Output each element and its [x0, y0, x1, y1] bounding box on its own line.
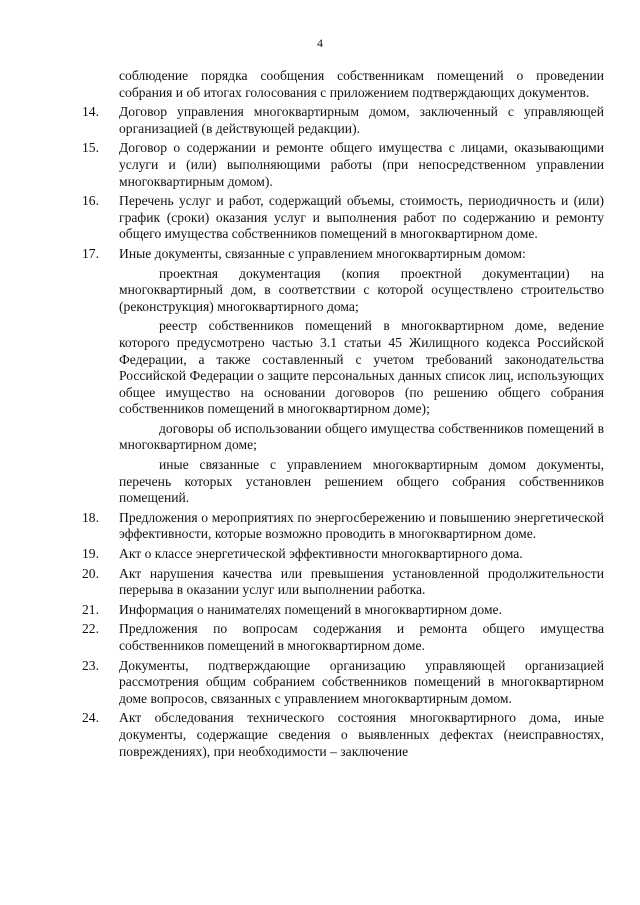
- item-17-subitems: [82, 266, 604, 507]
- item-number: 21.: [82, 601, 99, 617]
- item-number: 19.: [82, 546, 99, 562]
- item-text: Акт нарушения качества или превышения установленной продолжительности перерыва в оказании услуг или выполнении работка.: [119, 565, 604, 598]
- list-item-16: [82, 193, 604, 243]
- item-number: 17.: [82, 245, 99, 261]
- subitem-usage-contracts: договоры об использовании общего имущества собственников помещений в многоквартирном доме;: [119, 420, 604, 453]
- item-number: 22.: [82, 621, 99, 637]
- list-item-20: [82, 566, 604, 599]
- item-text: Предложения о мероприятиях по энергосбережению и повышению энергетической эффективности, которые возможно проводить в многоквартирном доме.: [119, 509, 604, 542]
- item-number: 23.: [82, 657, 99, 673]
- list-item-17: [82, 246, 604, 263]
- item-text: Акт о классе энергетической эффективности многоквартирного дома.: [119, 546, 523, 562]
- list-item-14: [82, 104, 604, 137]
- continuation-paragraph: соблюдение порядка сообщения собственникам помещений о проведении собрания и об итогах голосования с приложением подтверждающих документов.: [119, 68, 604, 100]
- item-number: 14.: [82, 104, 99, 120]
- list-item-24: [82, 710, 604, 760]
- item-text: Документы, подтверждающие организацию управляющей организацией рассмотрения общим собранием собственников помещений в многоквартирном доме вопросов, связанных с управлением многоквартирным домом.: [119, 657, 604, 706]
- item-number: 20.: [82, 565, 99, 581]
- document-body: [82, 68, 604, 763]
- list-item-19: [82, 546, 604, 563]
- subitem-owners-register: реестр собственников помещений в многоквартирном доме, ведение которого предусмотрено частью 3.1 статьи 45 Жилищного кодекса Российской Федерации, а также составленный с учетом требований законодательства Российской Федерации о защите персональных данных список лиц, использующих общее имущество на основании договоров (по решению общего собрания собственников помещений в многоквартирном доме);: [119, 318, 604, 417]
- item-number: 15.: [82, 140, 99, 156]
- list-item-18: [82, 510, 604, 543]
- list-item-22: [82, 621, 604, 654]
- page-number: 4: [317, 36, 323, 50]
- list-item-23: [82, 658, 604, 708]
- item-number: 24.: [82, 710, 99, 726]
- item-text: Акт обследования технического состояния многоквартирного дома, иные документы, содержащие сведения о выявленных дефектах (неисправностях, повреждениях), при необходимости – заключение: [119, 710, 604, 759]
- item-text: Иные документы, связанные с управлением многоквартирным домом:: [119, 245, 526, 261]
- item-number: 18.: [82, 509, 99, 525]
- item-number: 16.: [82, 193, 99, 209]
- item-text: Информация о нанимателях помещений в многоквартирном доме.: [119, 601, 502, 617]
- subitem-project-docs: проектная документация (копия проектной документации) на многоквартирный дом, в соответствии с которой осуществлено строительство (реконструкция) многоквартирного дома;: [119, 265, 604, 314]
- item-text: Договор о содержании и ремонте общего имущества с лицами, оказывающими услуги и (или) выполняющими работы (при непосредственном управлении многоквартирным домом).: [119, 140, 604, 189]
- item-text: Договор управления многоквартирным домом, заключенный с управляющей организацией (в действующей редакции).: [119, 104, 604, 136]
- subitem-other-docs: иные связанные с управлением многоквартирным домом документы, перечень которых установлен решением общего собрания собственников помещений.: [119, 457, 604, 506]
- list-item-15: [82, 140, 604, 190]
- list-item-21: [82, 602, 604, 619]
- item-text: Перечень услуг и работ, содержащий объемы, стоимость, периодичность и (или) график (сроки) оказания услуг и выполнения работ по содержанию и ремонту общего имущества собственников помещений в многоквартирном доме.: [119, 193, 604, 242]
- item-text: Предложения по вопросам содержания и ремонта общего имущества собственников помещений в многоквартирном доме.: [119, 621, 604, 653]
